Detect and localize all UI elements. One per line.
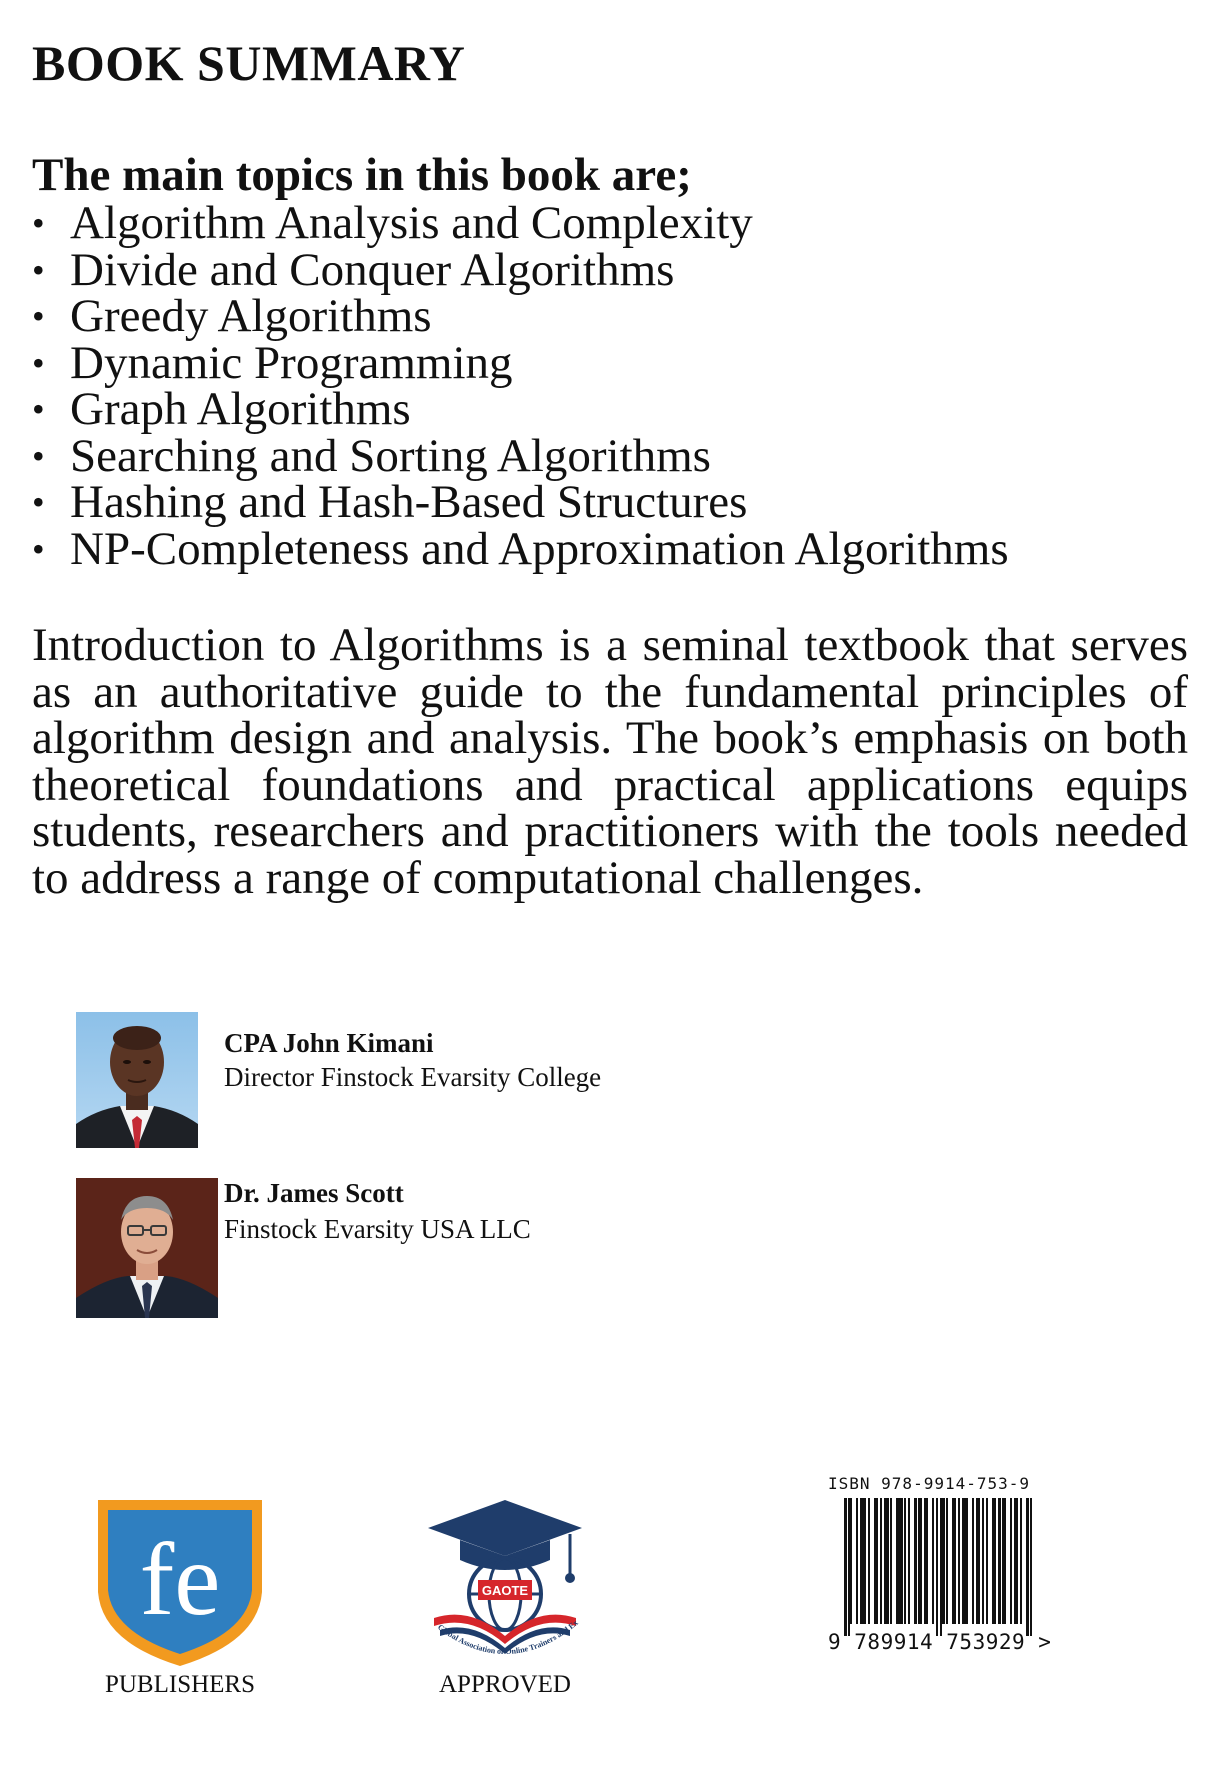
list-item: • Divide and Conquer Algorithms (32, 243, 675, 296)
endorser-role: Finstock Evarsity USA LLC (224, 1214, 531, 1244)
barcode-bar (862, 1498, 864, 1624)
approval-logo (420, 1494, 590, 1668)
barcode-icon (844, 1498, 1044, 1636)
barcode-bar (900, 1498, 903, 1624)
endorser-photo (76, 1012, 198, 1148)
barcode-bar (914, 1498, 917, 1624)
book-summary-paragraph: Introduction to Algorithms is a seminal textbook that serves as an authoritative guide to the fundamental principles of algorithm design and analysis. The book’s emphasis on both theoretical foundations and practical applications equips students, researchers and practitioners with the tools needed to address a range of computational challenges. (32, 619, 1188, 904)
publisher-logo (94, 1496, 266, 1674)
barcode-bar (1016, 1498, 1018, 1624)
svg-text:fe: fe (139, 1522, 221, 1637)
barcode-bar (978, 1498, 980, 1624)
endorser-name: Dr. James Scott (224, 1178, 404, 1208)
list-item: • Searching and Sorting Algorithms (32, 429, 711, 482)
barcode-bar (926, 1498, 928, 1624)
endorser-photo (76, 1178, 218, 1318)
barcode-bar (880, 1498, 882, 1624)
barcode-bar (940, 1498, 942, 1636)
barcode-bar (850, 1498, 852, 1624)
barcode-bar (920, 1498, 922, 1624)
topics-heading: The main topics in this book are; (32, 149, 692, 201)
barcode-bar (962, 1498, 964, 1624)
endorser-card (76, 1012, 676, 1148)
isbn-barcode (828, 1476, 1058, 1656)
barcode-bar (976, 1498, 978, 1624)
bullet-icon: • (32, 203, 45, 243)
isbn-label: ISBN 978-9914-753-9 (828, 1474, 1031, 1493)
barcode-bar (864, 1498, 866, 1624)
barcode-bar (946, 1498, 948, 1624)
barcode-bar (860, 1498, 862, 1624)
bullet-icon: • (32, 435, 45, 476)
barcode-bar (932, 1498, 934, 1624)
barcode-bar (994, 1498, 996, 1624)
barcode-bar (998, 1498, 1001, 1624)
publisher-caption: PUBLISHERS (104, 1671, 256, 1698)
page-title: BOOK SUMMARY (32, 35, 466, 91)
barcode-bar (886, 1498, 889, 1624)
barcode-bar (896, 1498, 898, 1624)
svg-text:GAOTE: GAOTE (481, 1583, 529, 1598)
topics-list (32, 197, 1009, 575)
list-item: • Algorithm Analysis and Complexity (32, 197, 753, 249)
barcode-bar (982, 1498, 984, 1624)
endorser-role: Director Finstock Evarsity College (224, 1062, 602, 1092)
bullet-icon: • (32, 528, 45, 569)
fe-shield-icon (94, 1496, 266, 1668)
endorser-name: CPA John Kimani (224, 1028, 434, 1058)
barcode-bar (908, 1498, 910, 1624)
approval-caption: APPROVED (439, 1671, 571, 1698)
barcode-bar (844, 1498, 847, 1636)
barcode-bar (898, 1498, 900, 1624)
barcode-bar (848, 1498, 850, 1636)
gaote-emblem-icon (420, 1494, 590, 1668)
barcode-bar (954, 1498, 956, 1624)
list-item: • Greedy Algorithms (32, 290, 432, 342)
list-item: • NP-Completeness and Approximation Algorithms (32, 522, 1009, 575)
barcode-bar (904, 1498, 906, 1624)
barcode-bar (1014, 1498, 1016, 1624)
barcode-bar (1026, 1498, 1029, 1636)
bullet-icon: • (32, 342, 45, 383)
barcode-bar (992, 1498, 994, 1624)
barcode-bar (924, 1498, 926, 1624)
barcode-bar (1010, 1498, 1012, 1624)
bullet-icon: • (32, 249, 45, 290)
barcode-bar (958, 1498, 960, 1624)
endorser-card (76, 1178, 676, 1318)
isbn-digits: 9 789914 753929 > (828, 1630, 1052, 1654)
bullet-icon: • (32, 389, 45, 429)
barcode-bar (856, 1498, 858, 1624)
barcode-bar (1020, 1498, 1022, 1624)
barcode-bar (918, 1498, 920, 1624)
barcode-bar (890, 1498, 892, 1624)
barcode-bar (966, 1498, 968, 1624)
list-item: • Hashing and Hash-Based Structures (32, 476, 748, 528)
barcode-bar (876, 1498, 878, 1624)
svg-text:Global Association of Online T: Global Association of Online Trainers and Ex (436, 1618, 580, 1657)
barcode-bar (1002, 1498, 1004, 1624)
barcode-bar (1004, 1498, 1006, 1624)
barcode-bar (964, 1498, 966, 1624)
barcode-bar (936, 1498, 938, 1636)
barcode-bar (868, 1498, 870, 1624)
barcode-bar (952, 1498, 954, 1624)
barcode-bar (972, 1498, 974, 1624)
barcode-bar (884, 1498, 886, 1624)
bullet-icon: • (32, 296, 45, 336)
barcode-bar (874, 1498, 876, 1624)
bullet-icon: • (32, 482, 45, 522)
barcode-bar (986, 1498, 988, 1624)
barcode-bar (942, 1498, 945, 1624)
barcode-bar (1030, 1498, 1032, 1636)
list-item: • Graph Algorithms (32, 383, 411, 435)
list-item: • Dynamic Programming (32, 336, 513, 389)
